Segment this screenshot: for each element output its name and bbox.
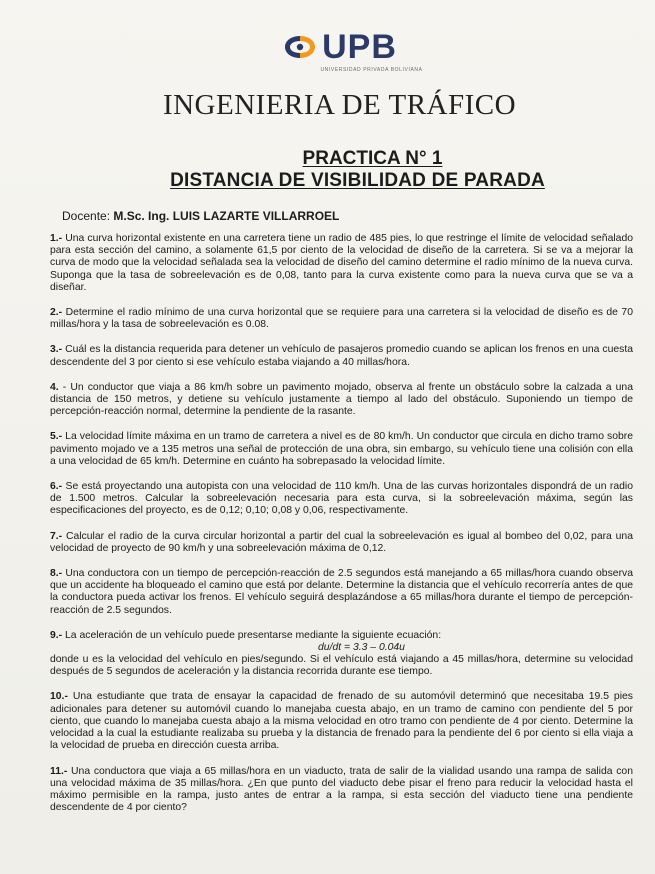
- problem-item: 9.- La aceleración de un vehículo puede presentarse mediante la siguiente ecuación: du/dt = 3.3 – 0.04u donde u es la velocidad del vehículo en pies/segundo. Si el vehículo está viajando a 45 millas/hora, determine su velocidad después de 5 segundos de aceleración y la distancia recorrida durante ese tiempo.: [50, 629, 633, 678]
- problem-item: 2.- Determine el radio mínimo de una curva horizontal que se requiere para una carretera si la velocidad de diseño es de 70 millas/hora y la tasa de sobreelevación es 0.08.: [50, 307, 633, 331]
- problem-item: 5.- La velocidad límite máxima en un tramo de carretera a nivel es de 80 km/h. Un conductor que circula en dicho tramo sobre pavimento mojado ve a 135 metros una señal de protección de una obra, sin embargo, su vehículo tiene una colisión con ella a una velocidad de 65 km/h. Determine en cuánto ha sobrepasado la velocidad límite.: [50, 431, 633, 467]
- problem-item: 7.- Calcular el radio de la curva circular horizontal a partir del cual la sobreelevación es igual al bombeo del 0,02, para una velocidad de proyecto de 90 km/h y una sobreelevación máxima de 0,12.: [50, 530, 633, 554]
- practice-title: PRACTICA N° 1: [302, 148, 443, 169]
- upb-logo-icon: [282, 33, 318, 61]
- logo-text: UPB: [322, 28, 397, 66]
- problem-item: 10.- Una estudiante que trata de ensayar la capacidad de frenado de su automóvil determinó que necesitaba 19.5 pies adicionales para detener su automóvil cuando lo manejaba cuesta abajo, en un tramo de camino con pendiente del 5 por ciento, que cuando lo manejaba cuesta abajo a la misma velocidad en otro tramo con pendiente de 4 por ciento. Determine la velocidad a la cual la estudiante realizaba su prueba y la distancia de frenado para la pendiente del 6 por ciento si ella viaja a la velocidad de prueba en dirección cuesta arriba.: [50, 691, 633, 752]
- topic-title: DISTANCIA DE VISIBILIDAD DE PARADA: [170, 170, 545, 191]
- problem-item: 11.- Una conductora que viaja a 65 millas/hora en un viaducto, trata de salir de la vialidad usando una rampa de salida con una velocidad máxima de 35 millas/hora. ¿En que punto del viaducto debe pisar el freno para reducir la velocidad hasta el máximo permisible en la rampa, justo antes de entrar a la rampa, si esta sección del viaducto tiene una pendiente descendente de 4 por ciento?: [50, 765, 633, 814]
- problem-item: 3.- Cuál es la distancia requerida para detener un vehículo de pasajeros promedio cuando se aplican los frenos en una cuesta descendente del 3 por ciento si ese vehículo estaba viajando a 40 millas/hora.: [50, 344, 633, 368]
- teacher-name: M.Sc. Ing. LUIS LAZARTE VILLARROEL: [113, 209, 340, 223]
- problem-item: 1.- Una curva horizontal existente en una carretera tiene un radio de 485 pies, lo que restringe el límite de velocidad señalado para esta sección del camino, a solamente 61,5 por ciento de la velocidad de diseño de la carretera. Si se va a mejorar la curva de modo que la velocidad señalada sea la velocidad de diseño del camino determine el radio mínimo de la nueva curva. Suponga que la tasa de sobreelevación es de 0,08, tanto para la curva existente como para la nueva curva que se va a diseñar.: [50, 233, 633, 293]
- problem-list: [46, 233, 633, 814]
- logo: [46, 30, 633, 73]
- problem-item: 4. - Un conductor que viaja a 86 km/h sobre un pavimento mojado, observa al frente un obstáculo sobre la calzada a una distancia de 150 metros, y detiene su vehículo justamente a tiempo al lado del obstáculo. Suponiendo un tiempo de percepción-reacción normal, determine la pendiente de la rasante.: [50, 381, 633, 418]
- teacher-line: [62, 209, 633, 223]
- problem-item: 6.- Se está proyectando una autopista con una velocidad de 110 km/h. Una de las curvas horizontales dispondrá de un radio de 1.500 metros. Calcular la sobreelevación necesaria para esta curva, si la sobreelevación máxima, según las especificaciones del proyecto, es de 0,12; 0,10; 0,08 y 0,06, respectivamente.: [50, 481, 633, 517]
- problem-item: 8.- Una conductora con un tiempo de percepción-reacción de 2.5 segundos está manejando a 65 millas/hora cuando observa que un accidente ha bloqueado el camino que está por delante. Determine la distancia que el vehículo recorrería antes de que la conductora pueda activar los frenos. El vehículo seguirá desplazándose a 65 millas/hora durante el tiempo de percepción-reacción de 2.5 segundos.: [50, 568, 633, 616]
- teacher-label: Docente:: [62, 209, 114, 223]
- equation: du/dt = 3.3 – 0.04u: [318, 642, 405, 654]
- course-title: INGENIERIA DE TRÁFICO: [162, 89, 517, 121]
- logo-subtitle: UNIVERSIDAD PRIVADA BOLIVIANA: [320, 67, 423, 73]
